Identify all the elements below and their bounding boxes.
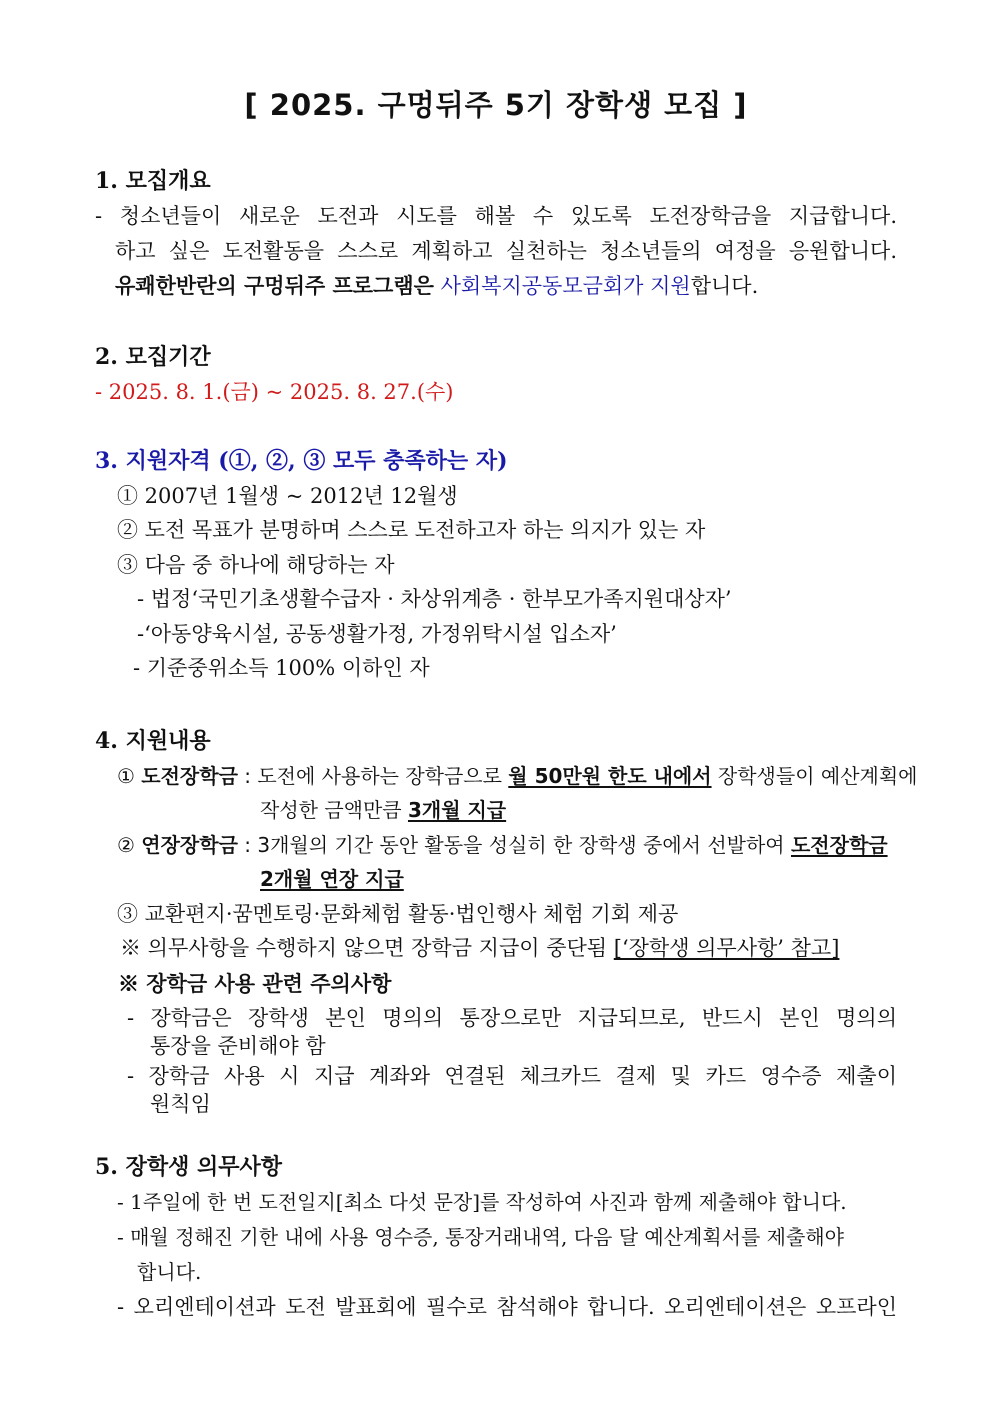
support-item-2-text-a: : 3개월의 기간 동안 활동을 성실히 한 장학생 중에서 선발하여 — [244, 833, 785, 857]
eligibility-sub-3: - 기준중위소득 100% 이하인 자 — [133, 656, 430, 680]
duty-1: - 1주일에 한 번 도전일지[최소 다섯 문장]를 작성하여 사진과 함께 제출해야 합니다. — [117, 1190, 847, 1214]
page-title: [ 2025. 구멍뒤주 5기 장학생 모집 ] — [244, 88, 748, 122]
s1-line-3 — [115, 273, 758, 299]
caution-1-line-1: - 장학금은 장학생 본인 명의의 통장으로만 지급되므로, 반드시 본인 명의의 — [127, 1006, 897, 1030]
duty-3: - 오리엔테이션과 도전 발표회에 필수로 참석해야 합니다. 오리엔테이션은 오프라인 — [117, 1295, 897, 1319]
recruitment-period: - 2025. 8. 1.(금) ~ 2025. 8. 27.(수) — [95, 380, 454, 404]
support-item-1-text-a: : 도전에 사용하는 장학금으로 — [244, 764, 502, 788]
support-item-1-duration: 3개월 지급 — [407, 798, 507, 822]
section-4-heading: 4. 지원내용 — [95, 728, 211, 754]
support-item-1-text-c: 작성한 금액만큼 — [260, 798, 402, 822]
section-3-heading: 3. 지원자격 (①, ②, ③ 모두 충족하는 자) — [95, 448, 508, 474]
eligibility-sub-1: - 법정‘국민기초생활수급자 · 차상위계층 · 한부모가족지원대상자’ — [137, 587, 732, 611]
support-item-1-label: 도전장학금 — [141, 764, 238, 788]
obligation-note — [120, 936, 839, 961]
support-item-2-label: 연장장학금 — [141, 833, 238, 857]
caution-heading: ※ 장학금 사용 관련 주의사항 — [118, 971, 392, 996]
support-item-2-scholarship: 도전장학금 — [790, 833, 888, 857]
obligation-note-text: ※ 의무사항을 수행하지 않으면 장학금 지급이 중단됨 — [120, 936, 608, 960]
support-item-2-extension: 2개월 연장 지급 — [260, 867, 404, 891]
s1-line-2: 하고 싶은 도전활동을 스스로 계획하고 실천하는 청소년들의 여정을 응원합니다. — [115, 239, 897, 263]
support-item-1-num: ① — [117, 764, 135, 788]
s1-sponsor-text: 사회복지공동모금회가 지원 — [440, 274, 691, 298]
support-item-1-limit: 월 50만원 한도 내에서 — [508, 764, 712, 788]
caution-2-line-1: - 장학금 사용 시 지급 계좌와 연결된 체크카드 결제 및 카드 영수증 제출이 — [127, 1064, 897, 1088]
caution-2-line-2: 원칙임 — [150, 1092, 211, 1116]
section-1-heading: 1. 모집개요 — [95, 168, 211, 194]
s1-program-text: 유쾌한반란의 구멍뒤주 프로그램은 — [115, 273, 434, 298]
duty-2-line-1: - 매월 정해진 기한 내에 사용 영수증, 통장거래내역, 다음 달 예산계획서를 제출해야 — [117, 1225, 844, 1249]
eligibility-item-2: ② 도전 목표가 분명하며 스스로 도전하고자 하는 의지가 있는 자 — [117, 518, 706, 542]
s1-line-3-end: 합니다. — [690, 274, 759, 298]
support-item-3: ③ 교환편지·꿈멘토링·문화체험 활동·법인행사 체험 기회 제공 — [117, 902, 679, 926]
section-5-heading: 5. 장학생 의무사항 — [95, 1154, 283, 1180]
support-item-2 — [117, 833, 888, 857]
support-item-1-text-b: 장학생들이 예산계획에 — [717, 764, 918, 788]
support-item-1-cont — [260, 798, 506, 822]
support-item-1 — [117, 764, 917, 788]
eligibility-item-3: ③ 다음 중 하나에 해당하는 자 — [117, 553, 395, 577]
support-item-2-num: ② — [117, 833, 135, 857]
section-2-heading: 2. 모집기간 — [95, 344, 211, 370]
eligibility-item-1: ① 2007년 1월생 ~ 2012년 12월생 — [117, 484, 458, 508]
obligation-note-ref: [‘장학생 의무사항’ 참고] — [613, 936, 840, 960]
s1-line-1: - 청소년들이 새로운 도전과 시도를 해볼 수 있도록 도전장학금을 지급합니다. — [95, 204, 897, 228]
support-item-2-cont — [260, 867, 404, 891]
caution-1-line-2: 통장을 준비해야 함 — [150, 1034, 326, 1058]
duty-2-line-2: 합니다. — [137, 1260, 202, 1284]
eligibility-sub-2: -‘아동양육시설, 공동생활가정, 가정위탁시설 입소자’ — [137, 622, 617, 646]
